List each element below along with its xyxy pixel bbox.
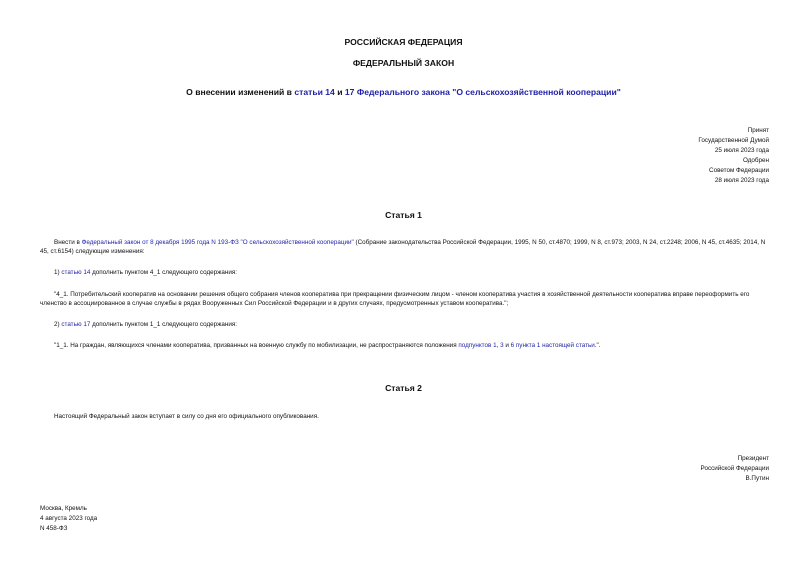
article-1-heading: Статья 1 [385,210,422,220]
date-line: 4 августа 2023 года [40,515,98,523]
link-law-name[interactable]: "О сельскохозяйственной кооперации" [240,239,354,246]
signature-block [701,454,769,484]
country-heading: РОССИЙСКАЯ ФЕДЕРАЦИЯ [344,37,463,47]
law-title-and: и [334,87,345,97]
link-federal-law[interactable]: Федерального закона "О сельскохозяйственной кооперации" [356,87,621,97]
item-2-text-prefix: "1_1. На граждан, являющихся членами кооператива, призванных на военную службу по мобилизации, не распространяются положения [54,342,459,349]
article-2-text: Настоящий Федеральный закон вступает в силу со дня его официального опубликования. [54,413,319,420]
adoption-line: Принят [747,127,769,134]
adoption-line: 28 июля 2023 года [714,177,769,185]
adoption-block [698,126,769,186]
link-article-17[interactable]: 17 [344,87,355,97]
signature-line: Российской Федерации [700,465,769,473]
law-title-prefix: О внесении изменений в [186,87,295,97]
link-subpoint-3[interactable]: 3 [500,342,504,349]
item-2 [40,320,768,329]
item-2-rest: дополнить пунктом 1_1 следующего содержания: [90,321,238,328]
item-1-number: 1) [54,269,62,276]
item-2-sep: и [503,342,511,349]
place-line: Москва, Кремль [40,505,87,512]
article-1-intro [40,238,768,256]
link-law-193fz[interactable]: Федеральный закон от 8 декабря 1995 года N 193-ФЗ [81,239,239,246]
article-2-heading: Статья 2 [385,383,422,393]
place-date-block [40,504,97,534]
item-1 [40,268,768,277]
signature-line: Президент [737,455,769,462]
adoption-line: Советом Федерации [709,167,769,175]
doc-type-heading: ФЕДЕРАЛЬНЫЙ ЗАКОН [352,58,455,68]
link-article-14[interactable]: статьи 14 [294,87,335,97]
item-2-text-suffix: .". [594,342,601,349]
item-2-sep: , [496,342,501,349]
link-subpoint-1[interactable]: подпунктов 1 [458,342,497,349]
item-1-rest: дополнить пунктом 4_1 следующего содержания: [90,269,238,276]
item-1-text: "4_1. Потребительский кооператив на основании решения общего собрания членов кооператива при прекращении физическим лицом - членом кооператива участия в хозяйственной деятельности кооператива вправе переоформить его членство в ассоциированное в случае службы в рядах Вооруженных Сил Российской Федерации и в других случаях, предусмотренных уставом кооператива."; [40,291,750,308]
item-2-number: 2) [54,321,62,328]
link-article-17-body[interactable]: статью 17 [61,321,91,328]
intro-prefix: Внести в [54,239,82,246]
intro-rest: (Собрание законодательства Российской Федерации, 1995, N 50, ст.4870; 1999, N 8, ст.973; 2003, N 24, ст.2248; 2006, N 45, ст.4635; 2014, N 45, ст.6154) следующие изменения: [40,239,766,256]
signature-line: В.Путин [745,475,769,483]
law-title [0,86,807,98]
adoption-line: Государственной Думой [698,137,769,145]
item-2-text [40,341,768,350]
link-article-14-body[interactable]: статью 14 [61,269,91,276]
link-subpoint-6[interactable]: 6 пункта 1 настоящей статьи [510,342,595,349]
law-number-line: N 458-ФЗ [40,525,68,533]
adoption-line: Одобрен [742,157,769,165]
adoption-line: 25 июля 2023 года [714,147,769,155]
